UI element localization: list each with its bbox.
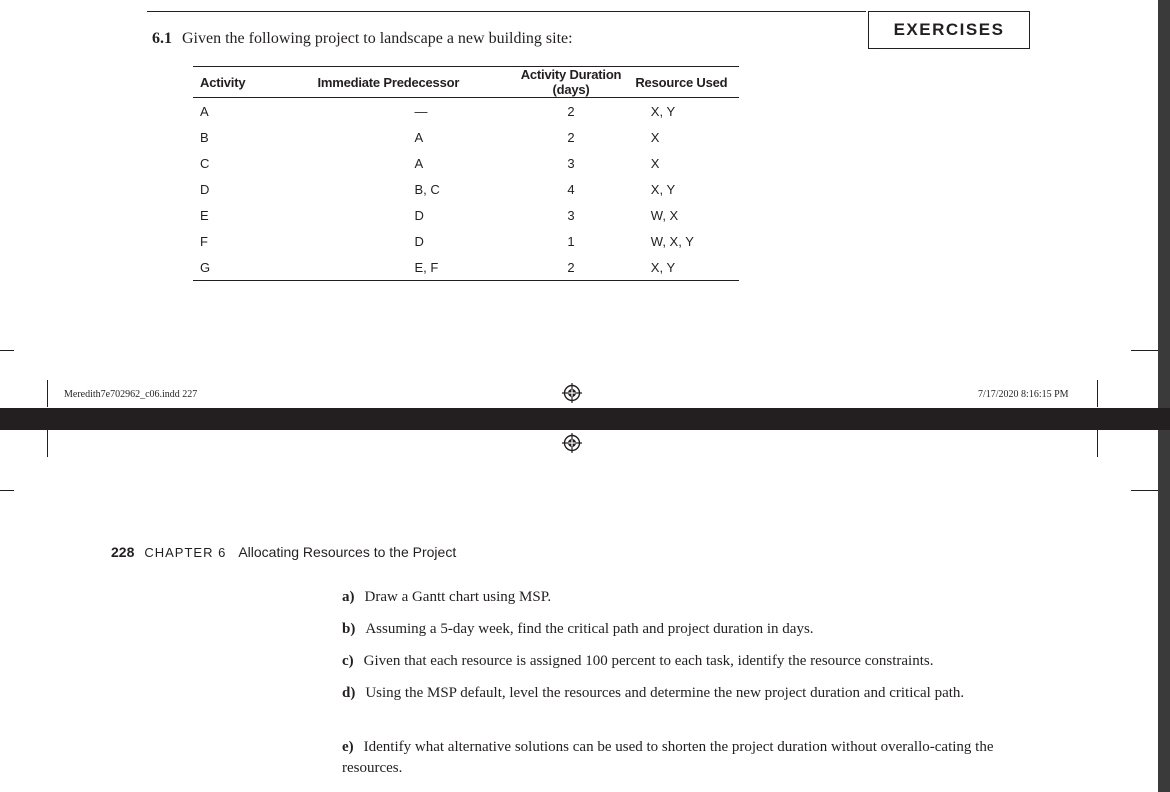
- cell-resource: W, X: [650, 207, 679, 223]
- cell-resource: X, Y: [650, 259, 676, 275]
- cell-duration: 2: [567, 129, 575, 145]
- cell-duration: 2: [567, 259, 575, 275]
- cell-resource: X: [650, 155, 660, 171]
- page-number: 228: [111, 544, 135, 560]
- question-text: Identify what alternative solutions can be used to shorten the project duration without overallo-cating the resources.: [342, 739, 994, 776]
- table-row: [193, 124, 739, 150]
- header-resource: Resource Used: [624, 67, 739, 98]
- table-row: [193, 228, 739, 254]
- slug-frame-right: [1097, 430, 1098, 457]
- cell-resource: X: [650, 129, 660, 145]
- question-b: [342, 619, 1000, 640]
- question-text: Using the MSP default, level the resources and determine the new project duration and critical path.: [365, 685, 965, 701]
- header-duration: Activity Duration (days): [518, 67, 624, 98]
- cell-activity: F: [200, 233, 208, 249]
- crop-mark: [0, 350, 14, 351]
- question-e: [342, 737, 1000, 779]
- cell-predecessor: A: [414, 129, 424, 145]
- table-row: [193, 254, 739, 281]
- cell-predecessor: A: [414, 155, 424, 171]
- cell-predecessor: E, F: [414, 259, 439, 275]
- crop-mark: [1131, 490, 1158, 491]
- cell-activity: C: [200, 155, 210, 171]
- cell-activity: A: [200, 103, 209, 119]
- cell-predecessor: B, C: [414, 181, 440, 197]
- question-label: a): [342, 589, 355, 605]
- running-head: [111, 544, 456, 560]
- question-label: d): [342, 685, 356, 701]
- cell-activity: E: [200, 207, 209, 223]
- question-text: Assuming a 5-day week, find the critical path and project duration in days.: [365, 621, 814, 637]
- header-activity: Activity: [193, 67, 258, 98]
- cell-duration: 1: [567, 233, 575, 249]
- cell-predecessor: D: [414, 233, 424, 249]
- table-row: [193, 150, 739, 176]
- problem-text: Given the following project to landscape a new building site:: [182, 30, 573, 47]
- cell-duration: 2: [567, 103, 575, 119]
- question-text: Draw a Gantt chart using MSP.: [364, 589, 552, 605]
- cell-activity: B: [200, 129, 209, 145]
- cell-predecessor: —: [414, 103, 428, 119]
- question-a: [342, 587, 1000, 608]
- question-label: e): [342, 739, 354, 755]
- slug-frame-left: [47, 380, 48, 407]
- slug-frame-right: [1097, 380, 1098, 407]
- problem-number: 6.1: [152, 30, 172, 47]
- exercises-heading: EXERCISES: [868, 11, 1030, 49]
- crop-mark: [1131, 350, 1158, 351]
- slug-timestamp: 7/17/2020 8:16:15 PM: [978, 389, 1069, 400]
- top-rule: [147, 11, 866, 12]
- question-d: [342, 683, 1000, 704]
- cell-activity: G: [200, 259, 211, 275]
- activity-table: [193, 66, 739, 281]
- cell-resource: W, X, Y: [650, 233, 694, 249]
- table-row: [193, 98, 739, 125]
- cell-duration: 3: [567, 207, 575, 223]
- cell-resource: X, Y: [650, 181, 676, 197]
- header-predecessor: Immediate Predecessor: [258, 67, 518, 98]
- problem-statement: [152, 30, 573, 48]
- chapter-label: CHAPTER 6: [144, 545, 227, 560]
- table-header-row: [193, 67, 739, 98]
- cell-predecessor: D: [414, 207, 424, 223]
- question-label: c): [342, 653, 354, 669]
- page-separator: [0, 408, 1170, 430]
- scrollbar-edge[interactable]: [1158, 0, 1170, 792]
- table-row: [193, 176, 739, 202]
- question-label: b): [342, 621, 356, 637]
- cell-resource: X, Y: [650, 103, 676, 119]
- cell-activity: D: [200, 181, 210, 197]
- question-text: Given that each resource is assigned 100 percent to each task, identify the resource constraints.: [363, 653, 934, 669]
- crop-mark: [0, 490, 14, 491]
- table-row: [193, 202, 739, 228]
- slug-filename: Meredith7e702962_c06.indd 227: [64, 389, 198, 400]
- registration-mark-icon: [562, 433, 582, 453]
- cell-duration: 4: [567, 181, 575, 197]
- registration-mark-icon: [562, 383, 582, 403]
- question-c: [342, 651, 1000, 672]
- slug-frame-left: [47, 430, 48, 457]
- chapter-title: Allocating Resources to the Project: [238, 544, 457, 560]
- cell-duration: 3: [567, 155, 575, 171]
